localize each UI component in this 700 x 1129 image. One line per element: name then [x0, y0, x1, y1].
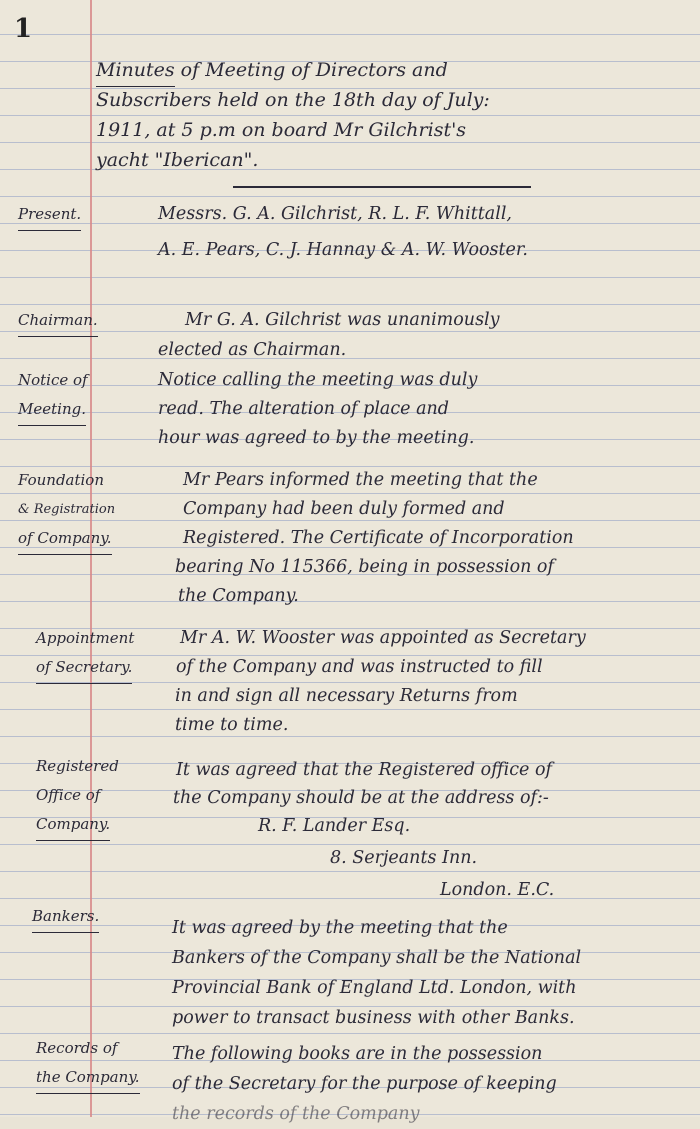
entry-label: Bankers.: [32, 902, 182, 933]
heading-line-3: 1911, at 5 p.m on board Mr Gilchrist's: [96, 119, 467, 141]
entry-label: Appointment of Secretary.: [36, 624, 186, 684]
heading-minutes-word: Minutes: [96, 55, 175, 87]
entry-text-line: It was agreed by the meeting that the: [172, 918, 508, 938]
heading-line-1: Minutes of Meeting of Directors and: [96, 55, 676, 85]
entry-text-line: power to transact business with other Banks.: [172, 1008, 575, 1028]
heading-line-2: Subscribers held on the 18th day of July:: [96, 89, 490, 111]
entry-text-line: Notice calling the meeting was duly: [158, 370, 478, 390]
entry-text-line: Messrs. G. A. Gilchrist, R. L. F. Whittall,: [158, 204, 512, 224]
entry-label: Foundation & Registration of Company.: [18, 466, 168, 555]
minutes-heading: [96, 55, 676, 175]
entry-text-line: read. The alteration of place and: [158, 399, 449, 419]
entry-label: Notice of Meeting.: [18, 366, 168, 426]
entry-text-line: It was agreed that the Registered office of: [176, 760, 552, 780]
address-line: 8. Serjeants Inn.: [330, 848, 478, 868]
entry-label: Chairman.: [18, 306, 168, 337]
entry-text-line: Registered. The Certificate of Incorporation: [183, 528, 574, 548]
entry-label: Present.: [18, 200, 168, 231]
entry-text-line: of the Secretary for the purpose of keeping: [172, 1074, 557, 1094]
entry-text-line: The following books are in the possession: [172, 1044, 543, 1064]
entry-text-line: Mr Pears informed the meeting that the: [183, 470, 538, 490]
entry-text-line: hour was agreed to by the meeting.: [158, 428, 475, 448]
entry-text-line: time to time.: [175, 715, 289, 735]
entry-text-line: elected as Chairman.: [158, 340, 347, 360]
address-line: R. F. Lander Esq.: [258, 816, 411, 836]
entry-text-line: in and sign all necessary Returns from: [175, 686, 518, 706]
entry-text-line: Company had been duly formed and: [183, 499, 505, 519]
entry-text-line: of the Company and was instructed to fill: [176, 657, 543, 677]
heading-line-4: yacht "Iberican".: [96, 149, 259, 171]
entry-label: Records of the Company.: [36, 1034, 186, 1094]
margin-rule: [90, 0, 92, 1117]
entry-text-line: the Company should be at the address of:-: [173, 788, 549, 808]
entry-text-line: A. E. Pears, C. J. Hannay & A. W. Wooster.: [158, 240, 528, 260]
entry-text-line: the Company.: [178, 586, 299, 606]
address-line: London. E.C.: [440, 880, 555, 900]
heading-divider: [233, 186, 531, 188]
entry-text-line-cutoff: the records of the Company: [172, 1104, 420, 1124]
entry-label: Registered Office of Company.: [36, 752, 186, 841]
page-number: 1: [14, 14, 33, 44]
entry-text-line: Bankers of the Company shall be the National: [172, 948, 582, 968]
entry-text-line: bearing No 115366, being in possession of: [175, 557, 554, 577]
entry-text-line: Mr G. A. Gilchrist was unanimously: [185, 310, 500, 330]
entry-text-line: Mr A. W. Wooster was appointed as Secretary: [180, 628, 586, 648]
entry-text-line: Provincial Bank of England Ltd. London, with: [172, 978, 577, 998]
